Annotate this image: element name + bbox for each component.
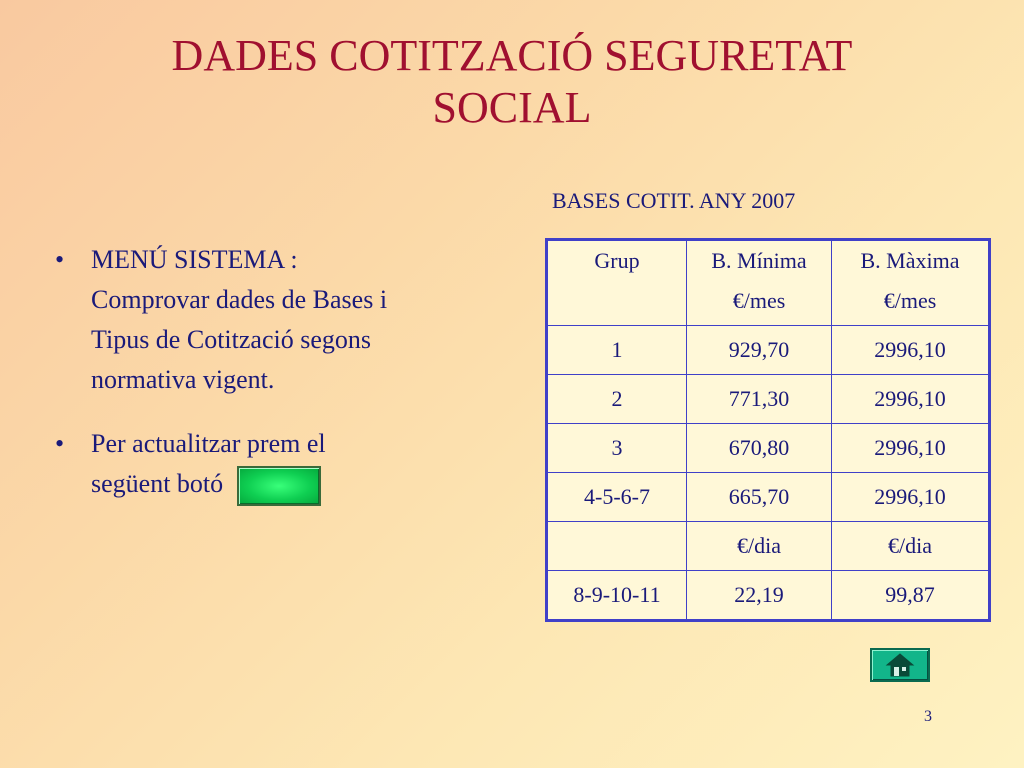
header-base-maxima: [832, 240, 990, 326]
slide-title: [0, 30, 1024, 134]
cell-minima: 665,70: [687, 473, 832, 522]
cell-maxima: 2996,10: [832, 473, 990, 522]
header-min-label: B. Mínima: [711, 248, 807, 273]
table-header-row: [547, 240, 990, 326]
table-row: [547, 424, 990, 473]
cell-maxima: 2996,10: [832, 326, 990, 375]
header-min-unit: €/mes: [732, 288, 786, 313]
header-max-unit: €/mes: [883, 288, 937, 313]
cell-minima: 22,19: [687, 571, 832, 621]
contribution-bases-table: [545, 238, 991, 622]
cell-grup: 8-9-10-11: [547, 571, 687, 621]
cell-maxima: 2996,10: [832, 424, 990, 473]
cell-grup: 1: [547, 326, 687, 375]
title-line-1: DADES COTITZACIÓ SEGURETAT: [171, 31, 853, 80]
page-number: 3: [924, 708, 932, 725]
cell-minima: 771,30: [687, 375, 832, 424]
cell-grup: 4-5-6-7: [547, 473, 687, 522]
title-line-2: SOCIAL: [432, 83, 592, 132]
table-row: [547, 375, 990, 424]
table-row: [547, 571, 990, 621]
cell-grup: [547, 522, 687, 571]
cell-grup: 3: [547, 424, 687, 473]
update-button[interactable]: [237, 466, 321, 506]
bullet-text-wrap: [91, 424, 395, 506]
table-row: [547, 522, 990, 571]
cell-minima: €/dia: [687, 522, 832, 571]
bullet-marker: •: [55, 429, 65, 458]
header-grup: Grup: [547, 240, 687, 326]
bullet-text: MENÚ SISTEMA : Comprovar dades de Bases i Tipus de Cotització segons normativa vigent.: [91, 245, 388, 394]
bullet-list: [55, 240, 395, 506]
cell-maxima: 99,87: [832, 571, 990, 621]
header-max-label: B. Màxima: [860, 248, 960, 273]
header-base-minima: [687, 240, 832, 326]
bullet-text: Per actualitzar prem el següent botó: [91, 429, 326, 498]
home-icon: [885, 652, 915, 678]
home-button[interactable]: [870, 648, 930, 682]
cell-minima: 929,70: [687, 326, 832, 375]
bullet-item: [55, 240, 395, 400]
bullet-marker: •: [55, 245, 65, 274]
bullet-item: [55, 424, 395, 506]
cell-maxima: 2996,10: [832, 375, 990, 424]
table-row: [547, 473, 990, 522]
table-row: [547, 326, 990, 375]
cell-minima: 670,80: [687, 424, 832, 473]
table-caption: BASES COTIT. ANY 2007: [552, 188, 796, 213]
cell-grup: 2: [547, 375, 687, 424]
cell-maxima: €/dia: [832, 522, 990, 571]
